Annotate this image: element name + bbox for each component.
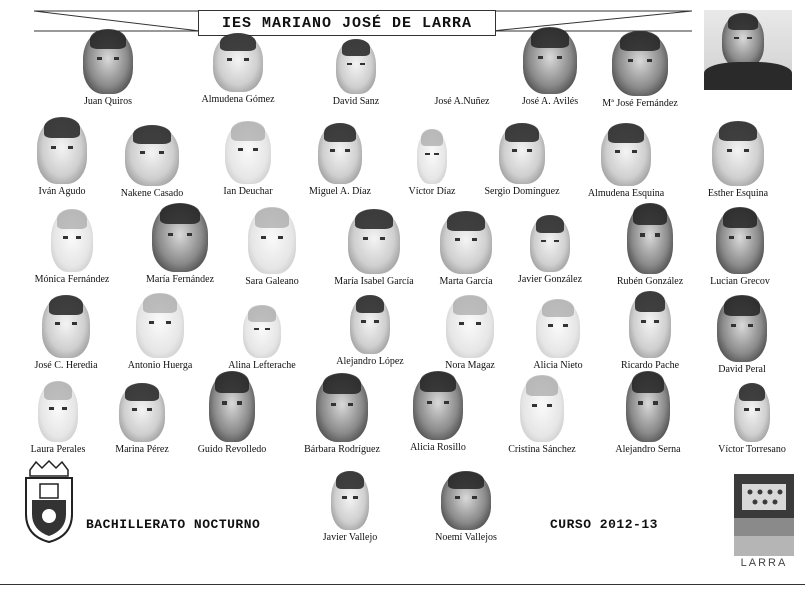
student-card (287, 374, 397, 455)
student-photo (601, 124, 651, 186)
school-crest-icon (22, 460, 76, 544)
student-name: Víctor Díaz (408, 186, 456, 197)
student-card (411, 472, 521, 543)
student-photo (734, 384, 770, 442)
student-name: José C. Heredia (34, 360, 98, 371)
student-photo (83, 30, 133, 94)
student-name: Alejandro López (336, 356, 404, 367)
student-photo (348, 210, 400, 274)
larra-logo-text: LARRA (740, 557, 788, 569)
student-card (183, 34, 293, 105)
student-photo (520, 376, 564, 442)
page-title: IES MARIANO JOSÉ DE LARRA (198, 10, 496, 36)
student-photo (417, 130, 447, 184)
student-photo (523, 28, 577, 94)
student-photo (42, 296, 90, 358)
student-name: Noemí Vallejos (435, 532, 497, 543)
student-photo (627, 204, 673, 274)
student-card (571, 124, 681, 199)
student-photo (248, 208, 296, 274)
student-photo (136, 294, 184, 358)
student-name: Alicia Rosillo (410, 442, 466, 453)
student-name: David Peral (718, 364, 766, 375)
student-card (53, 30, 163, 107)
student-name: Sergio Domínguez (484, 186, 560, 197)
student-card (585, 32, 695, 109)
student-name: Esther Esquina (707, 188, 769, 199)
student-photo (125, 126, 179, 186)
student-photo (536, 300, 580, 358)
student-photo (38, 382, 78, 442)
student-name: Antonio Huerga (127, 360, 193, 371)
student-name: Juan Quiros (83, 96, 133, 107)
larra-logo-icon (734, 474, 794, 556)
student-photo (530, 216, 570, 272)
student-photo (336, 40, 376, 94)
student-photo (213, 34, 263, 92)
student-name: Víctor Torresano (718, 444, 786, 455)
student-card (105, 294, 215, 371)
student-name: Ricardo Pache (620, 360, 680, 371)
student-photo (37, 118, 87, 184)
student-name: Alicia Nieto (533, 360, 583, 371)
student-name: Mª José Fernández (602, 98, 678, 109)
student-name: Miguel A. Díaz (309, 186, 371, 197)
student-photo (446, 296, 494, 358)
student-photo (350, 296, 390, 354)
student-name: Guido Revolledo (197, 444, 267, 455)
student-card (315, 296, 425, 367)
student-card (295, 472, 405, 543)
student-photo (316, 374, 368, 442)
student-photo (712, 122, 764, 186)
student-name: María Fernández (145, 274, 215, 285)
student-name: Laura Perales (30, 444, 86, 455)
student-name: José A. Avilés (521, 96, 579, 107)
student-photo (243, 306, 281, 358)
student-card (687, 296, 797, 375)
student-name: Almudena Esquina (587, 188, 665, 199)
student-name: Cristina Sánchez (508, 444, 576, 455)
student-name: Sara Galeano (245, 276, 299, 287)
student-photo (499, 124, 545, 184)
student-card (593, 372, 703, 455)
student-card (177, 372, 287, 455)
course-year-label: CURSO 2012-13 (550, 517, 658, 532)
student-photo (209, 372, 255, 442)
student-name: Javier González (517, 274, 583, 285)
student-name: Marina Pérez (115, 444, 169, 455)
portrait-face (722, 14, 764, 68)
student-photo (225, 122, 271, 184)
student-card (97, 126, 207, 199)
student-card (383, 372, 493, 453)
student-photo (119, 384, 165, 442)
student-photo (51, 210, 93, 272)
page-bottom-rule (0, 584, 805, 585)
student-card (487, 376, 597, 455)
student-name: Javier Vallejo (322, 532, 378, 543)
student-card (467, 124, 577, 197)
student-card (697, 384, 805, 455)
student-name: Lucian Grecov (710, 276, 770, 287)
student-photo (413, 372, 463, 440)
student-photo (318, 124, 362, 184)
student-name: Almudena Gómez (201, 94, 275, 105)
teacher-photo (704, 10, 792, 90)
student-card (495, 216, 605, 285)
banner-ribbon-left (34, 10, 200, 32)
student-name: María Isabel García (334, 276, 414, 287)
student-card (685, 208, 795, 287)
student-card (207, 306, 317, 371)
student-photo (716, 208, 764, 274)
student-name: Alejandro Serna (615, 444, 681, 455)
student-name: Ian Deuchar (223, 186, 273, 197)
student-photo (612, 32, 668, 96)
student-name: Nora Magaz (445, 360, 495, 371)
student-name: David Sanz (332, 96, 380, 107)
student-name: Marta García (439, 276, 493, 287)
student-photo (331, 472, 369, 530)
student-name: Bárbara Rodríguez (304, 444, 380, 455)
student-name: Rubén González (616, 276, 684, 287)
student-photo (626, 372, 670, 442)
student-photo (152, 204, 208, 272)
student-photo (629, 292, 671, 358)
student-photo (440, 212, 492, 274)
student-name: Iván Agudo (38, 186, 86, 197)
student-name: Alina Lefterache (228, 360, 296, 371)
program-label: BACHILLERATO NOCTURNO (86, 517, 261, 532)
student-card (683, 122, 793, 199)
student-photo (717, 296, 767, 362)
student-card (301, 40, 411, 107)
student-photo (441, 472, 491, 530)
portrait-coat (704, 62, 792, 90)
student-name: José A.Nuñez (434, 96, 490, 107)
student-card (217, 208, 327, 287)
student-name: Nakene Casado (120, 188, 184, 199)
student-card (17, 210, 127, 285)
student-name: Mónica Fernández (34, 274, 110, 285)
